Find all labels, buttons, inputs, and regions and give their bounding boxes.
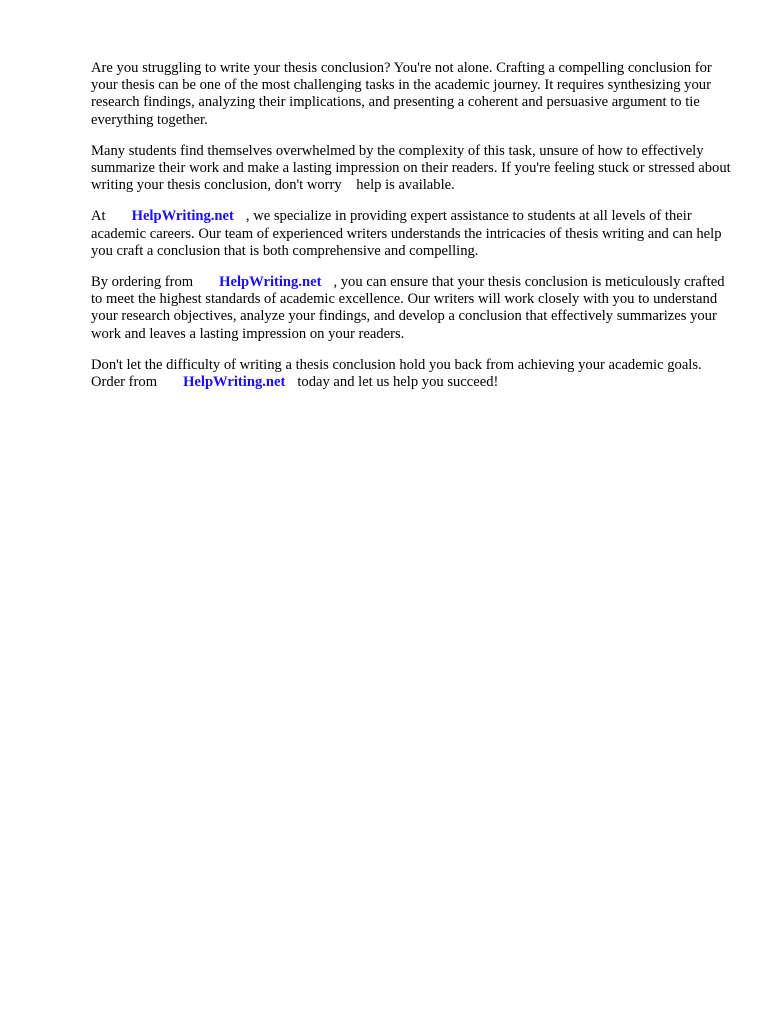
- paragraph-closing: [91, 357, 731, 391]
- paragraph-closing-lead-text: Don't let the difficulty of writing a thesis conclusion hold you back from achieving your academic goals. Order from: [91, 356, 702, 391]
- paragraph-closing-trail-text: today and let us help you succeed!: [297, 374, 499, 391]
- paragraph-ordering: [91, 274, 731, 343]
- helpwriting-link-1[interactable]: HelpWriting.net: [131, 208, 234, 225]
- paragraph-ordering-trail-text: , you can ensure that your thesis conclusion is meticulously crafted to meet the highest standards of academic excellence. Our writers will work closely with you to understand your research objectives, analyze your findings, and develop a conclusion that effectively summarizes your work and leaves a lasting impression on your readers.: [91, 274, 725, 342]
- helpwriting-link-3[interactable]: HelpWriting.net: [183, 374, 286, 391]
- paragraph-at-trail-text: , we specialize in providing expert assistance to students at all levels of their academic careers. Our team of experienced writers understands the intricacies of thesis writing and can help you craft a conclusion that is both comprehensive and compelling.: [91, 208, 722, 259]
- paragraph-at-helpwriting: [91, 208, 731, 260]
- document-page: [91, 60, 731, 405]
- helpwriting-link-2[interactable]: HelpWriting.net: [219, 274, 322, 291]
- paragraph-ordering-lead-text: By ordering from: [91, 274, 194, 291]
- paragraph-overwhelmed: Many students find themselves overwhelmed by the complexity of this task, unsure of how to effectively summarize their work and make a lasting impression on their readers. If you're feeling stuck or stressed about writing your thesis conclusion, don't worry help is available.: [91, 142, 731, 194]
- paragraph-at-lead-text: At: [91, 208, 106, 225]
- paragraph-intro: Are you struggling to write your thesis conclusion? You're not alone. Crafting a compelling conclusion for your thesis can be one of the most challenging tasks in the academic journey. It requires synthesizing your research findings, analyzing their implications, and presenting a coherent and persuasive argument to tie everything together.: [91, 60, 712, 128]
